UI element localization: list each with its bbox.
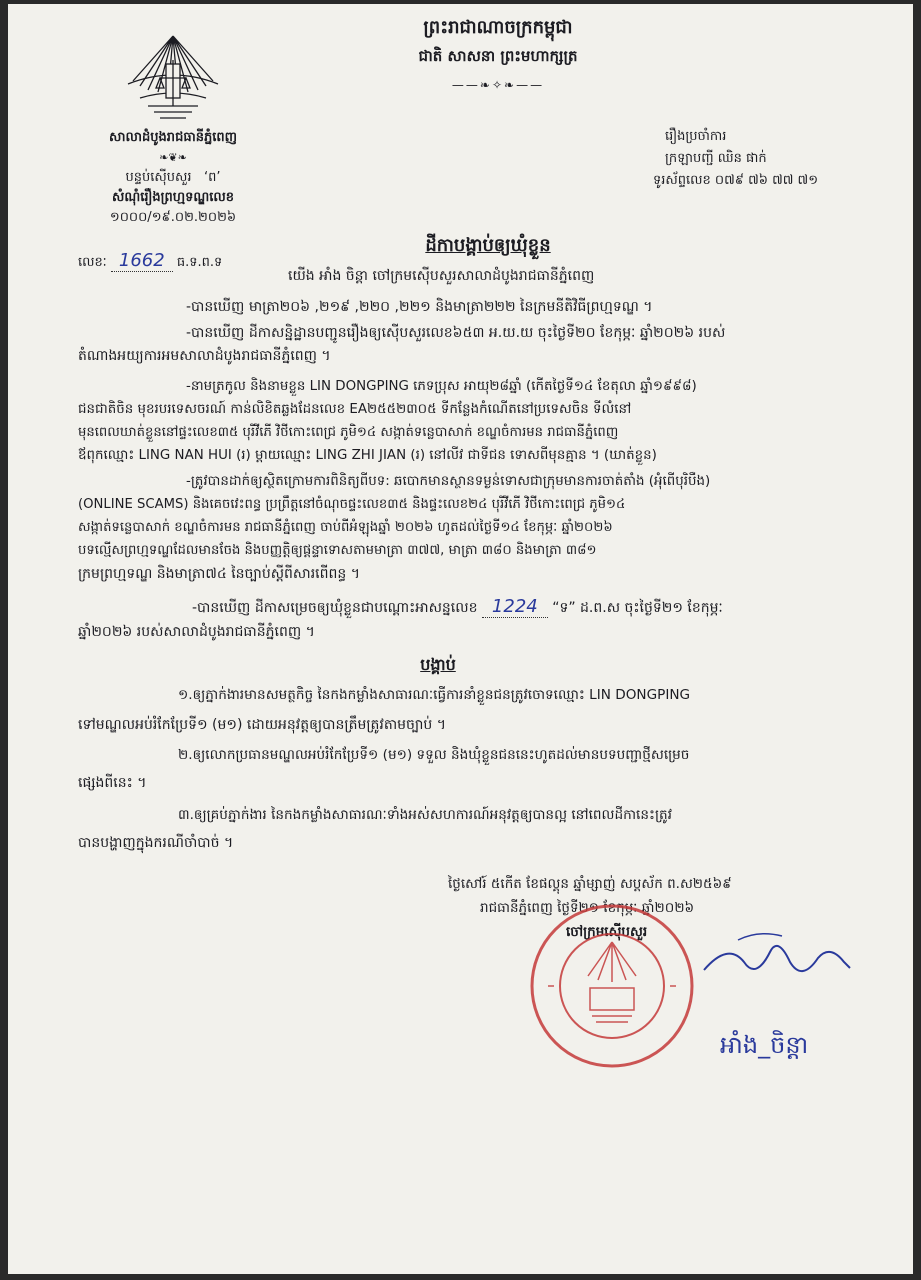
document-title: ដីកាបង្គាប់ឲ្យឃុំខ្លួន [425, 235, 551, 256]
paragraph-3-line-4: ឪពុកឈ្មោះ LING NAN HUI (រ) ម្តាយឈ្មោះ LING ZHI JIAN (រ) នៅលីវ ជាទីជន ទោសពីមុនគ្មាន ។ (ឃាត់ខ្លួន) [78, 448, 657, 463]
order-1-line-2: ទៅមណ្ឌលអប់រំកែប្រែទី១ (ម១) ដោយអនុវត្តឲ្យបានត្រឹមត្រូវតាមច្បាប់ ។ [78, 717, 446, 733]
case-file-label: សំណុំរឿងព្រហ្មទណ្ឌលេខ [111, 190, 234, 205]
motto-heading: ជាតិ សាសនា ព្រះមហាក្សត្រ [418, 47, 578, 65]
clerk-phone: ទូរស័ព្ទលេខ ០៧៩ ៧៦ ៧៧ ៧១ [653, 173, 819, 188]
case-file-number: ១០០០/១៩.០២.២០២៦ [109, 210, 237, 225]
paragraph-4-line-2: (ONLINE SCAMS) និងគេចវេះពន្ធ ប្រព្រឹត្តនៅចំណុចផ្ទះលេខ៣៥ និងផ្ទះលេខ២៤ បុរីវីភើ វិថីកោះពេជ្រ ភូមិ១៤ [78, 497, 626, 512]
order-2-line-1: ២.ឲ្យលោកប្រធានមណ្ឌលអប់រំកែប្រែទី១ (ម១) ទទួល និងឃុំខ្លួនជននេះហូតដល់មានបទបញ្ជាថ្មីសម្រេច [178, 747, 690, 763]
number-suffix: ធ.ទ.ព.ទ [176, 255, 223, 270]
order-1-line-1: ១.ឲ្យភ្នាក់ងារមានសមត្ថកិច្ច នៃកងកម្លាំងសាធារណៈធ្វើការនាំខ្លួនជនត្រូវចោទឈ្មោះ LIN DONGPING [178, 687, 691, 703]
office-name: បន្ទប់ស៊ើបសួរ ​ ​ ‘ព’ [125, 170, 221, 185]
kingdom-heading: ព្រះរាជាណាចក្រកម្ពុជា [423, 17, 573, 38]
signature-scribble-icon [698, 922, 858, 992]
detention-number-handwritten: 1224 [482, 596, 548, 618]
order-3-line-1: ៣.ឲ្យគ្រប់ភ្នាក់ងារ នៃកងកម្លាំងសាធារណៈទាំងអស់សហការណ៍អនុវត្តឲ្យបានល្អ នៅពេលដីកានេះត្រូវ [178, 807, 672, 823]
paragraph-4-line-1: -ត្រូវបានដាក់ឲ្យស្ថិតក្រោមការពិនិត្យពីបទ: ឆបោកមានស្ថានទម្ងន់ទោសជាក្រុមមានការចាត់តាំង (អុំពើបុរិបឺង) [186, 474, 711, 489]
paragraph-5-line-2: ឆ្នាំ២០២៦ របស់សាលាដំបូងរាជធានីភ្នំពេញ ។ [78, 624, 315, 640]
court-emblem-icon [118, 26, 228, 126]
paragraph-5-pre: -បានឃើញ ដីកាសម្រេចឲ្យឃុំខ្លួនជាបណ្តោះអាសន្នលេខ [192, 600, 478, 616]
ornament-small: ❧❦❧ [159, 151, 187, 164]
number-label: លេខៈ [78, 255, 107, 270]
order-heading: បង្គាប់ [420, 655, 456, 674]
order-3-line-2: បានបង្ហាញក្នុងករណីចាំបាច់ ។ [78, 835, 234, 851]
date-solar: រាជធានីភ្នំពេញ ថ្ងៃទី២១ ខែកុម្ភៈ ឆ្នាំ២០២៦ [480, 900, 695, 916]
clerk-name: ក្រឡាបញ្ជី ឈិន ផាក់ [665, 151, 767, 166]
duty-case-label: រឿងប្រចាំការ [665, 129, 727, 144]
signer-name-handwritten: អាំង_ចិន្តា [720, 1031, 809, 1059]
issuer-line: យើង អាំង ចិន្តា ចៅក្រមស៊ើបសួរសាលាដំបូងរាជធានីភ្នំពេញ [288, 268, 595, 284]
paragraph-5-post: “ទ” ដ.ព.ស ចុះថ្ងៃទី២១ ខែកុម្ភៈ [552, 600, 723, 616]
signer-role: ចៅក្រមស៊ើបសួរ [566, 924, 648, 940]
date-lunar: ថ្ងៃសៅរ៍ ៥កើត ខែផល្គុន ឆ្នាំម្សាញ់ សប្តស័ក ព.ស២៥៦៩ [448, 876, 732, 892]
paragraph-4-line-4: បទល្មើសព្រហ្មទណ្ឌដែលមានចែង និងបញ្ញត្តិឲ្យផ្តន្ទាទោសតាមមាត្រា ៣៧៧, មាត្រា ៣៨០ និងមាត្រា ៣៨១ [78, 543, 597, 558]
paragraph-3-line-2: ជនជាតិចិន មុខរបរទេសចរណ៍ កាន់លិខិតឆ្លងដែនលេខ EA២៥៥២៣០៥ ទីកន្លែងកំណើតនៅប្រទេសចិន ទីលំនៅ [78, 402, 632, 417]
order-2-line-2: ផ្សេងពីនេះ ។ [78, 775, 147, 791]
paragraph-5-line-1 [192, 596, 723, 619]
court-name: សាលាដំបូងរាជធានីភ្នំពេញ [109, 130, 237, 145]
paragraph-1: -បានឃើញ មាត្រា២០៦ ,២១៩ ,២២០ ,២២១ និងមាត្រា២២២ នៃក្រមនីតិវិធីព្រហ្មទណ្ឌ ។ [186, 299, 653, 315]
paragraph-3-line-1: -នាមត្រកូល និងនាមខ្លួន LIN DONGPING ភេទប្រុស អាយុ២៨ឆ្នាំ (កើតថ្ងៃទី១៤ ខែតុលា ឆ្នាំ១៩៩៨) [186, 379, 697, 394]
paragraph-2-line-2: តំណាងអយ្យការអមសាលាដំបូងរាជធានីភ្នំពេញ ។ [78, 348, 331, 364]
document-page [8, 4, 913, 1274]
paragraph-2-line-1: -បានឃើញ ដីកាសន្និដ្ឋានបញ្ជូនរឿងឲ្យស៊ើបសួរលេខ៦៥៣ អ.យ.យ ចុះថ្ងៃទី២០ ខែកុម្ភៈ ឆ្នាំ២០២៦ របស់ [186, 325, 726, 341]
court-seal-icon [528, 902, 696, 1070]
paragraph-4-line-5: ក្រមព្រហ្មទណ្ឌ និងមាត្រា៧៤ នៃច្បាប់ស្តីពីសារពើពន្ធ ។ [78, 566, 360, 582]
number-handwritten: 1662 [111, 250, 173, 272]
ornament-divider: ——❧✧❧—— [451, 78, 545, 92]
paragraph-4-line-3: សង្កាត់ទន្លេបាសាក់ ខណ្ឌចំការមន រាជធានីភ្នំពេញ ចាប់ពីអំឡុងឆ្នាំ ២០២៦ ហូតដល់ថ្ងៃទី១៤ ខែកុម្ភៈ ឆ្នាំ២០២៦ [78, 520, 613, 535]
paragraph-3-line-3: មុនពេលឃាត់ខ្លួននៅផ្ទះលេខ៣៥ បុរីវីភើ វិថីកោះពេជ្រ ភូមិ១៤ សង្កាត់ទន្លេបាសាក់ ខណ្ឌចំការមន រាជធានីភ្នំពេញ [78, 425, 619, 440]
